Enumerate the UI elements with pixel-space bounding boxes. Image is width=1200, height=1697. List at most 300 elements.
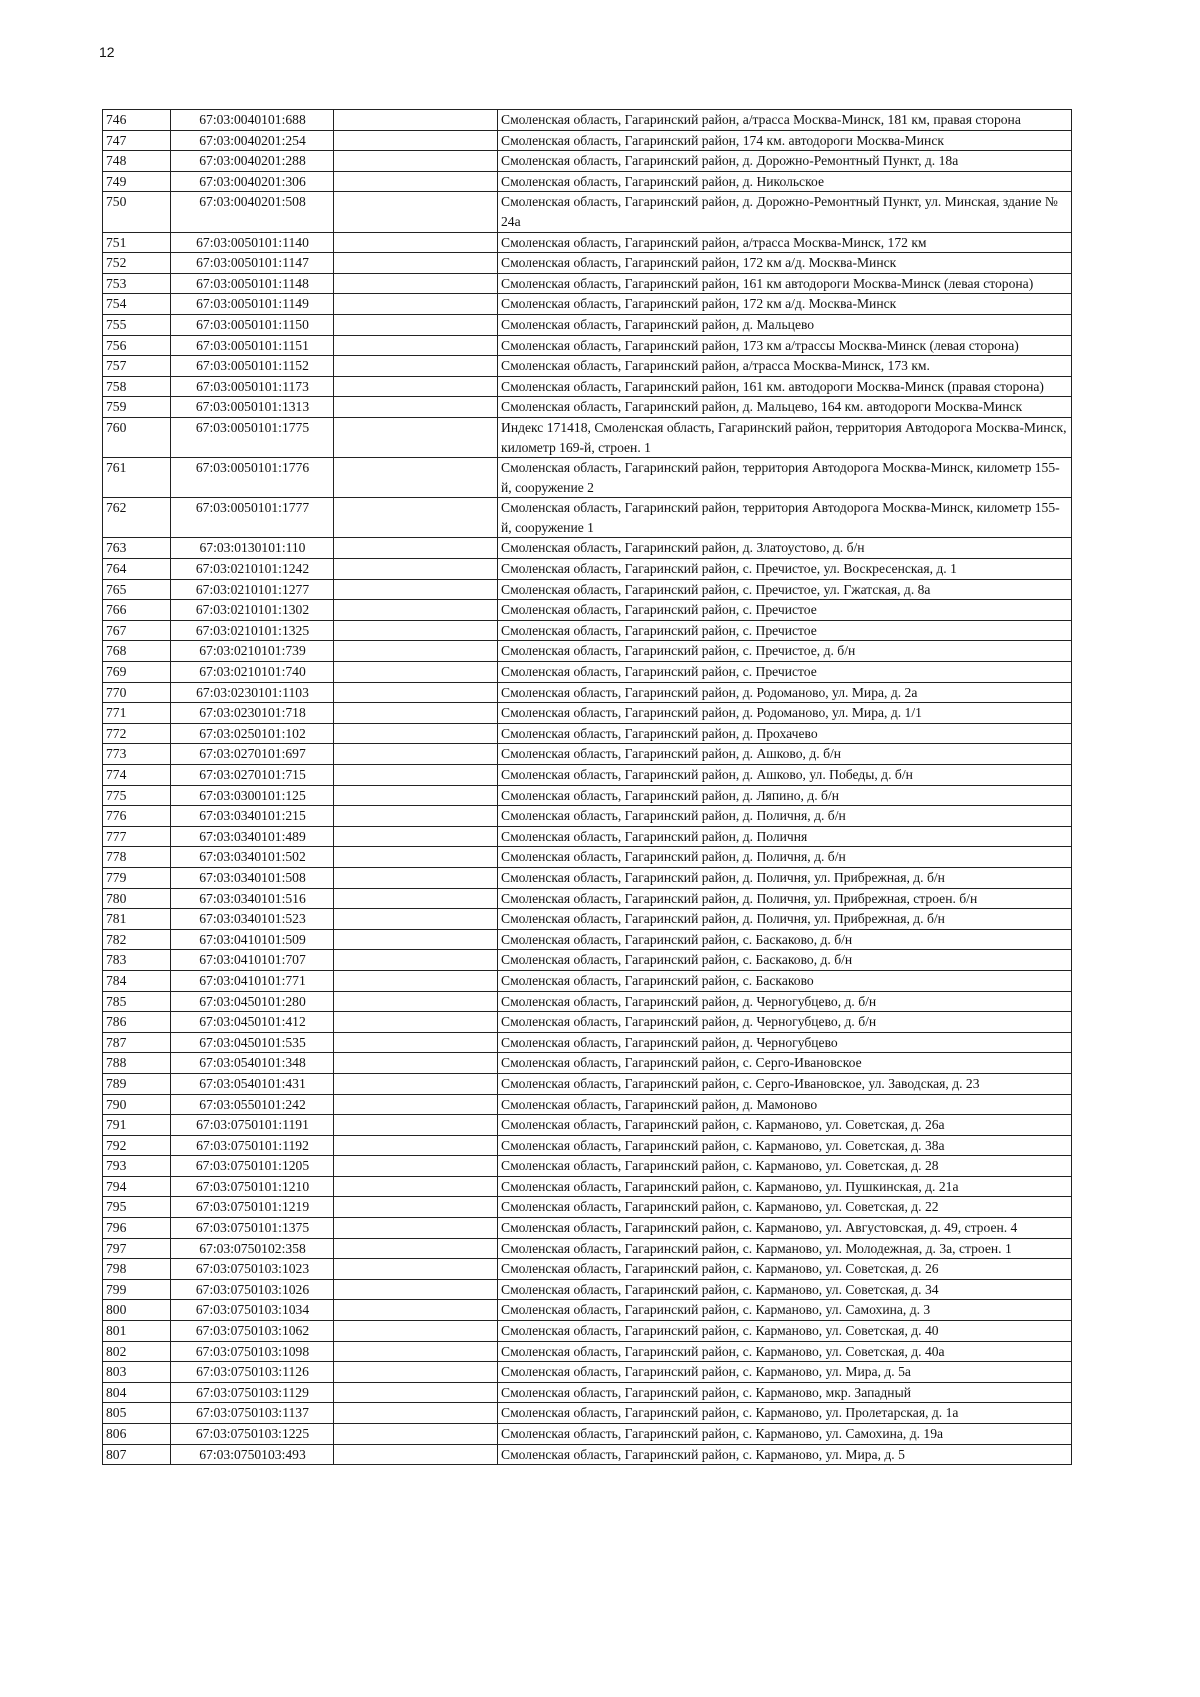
row-number-cell: 749: [103, 171, 171, 192]
empty-cell: [334, 1115, 498, 1136]
cadastral-number-cell: 67:03:0750103:1225: [171, 1424, 334, 1445]
address-cell: Смоленская область, Гагаринский район, с. Баскаково: [498, 970, 1072, 991]
cadastral-number-cell: 67:03:0750103:493: [171, 1444, 334, 1465]
empty-cell: [334, 1382, 498, 1403]
row-number-cell: 747: [103, 130, 171, 151]
table-row: [103, 662, 1072, 683]
row-number-cell: 774: [103, 765, 171, 786]
table-row: [103, 559, 1072, 580]
table-row: [103, 1053, 1072, 1074]
address-cell: Смоленская область, Гагаринский район, д. Поличня, д. б/н: [498, 847, 1072, 868]
address-cell: Смоленская область, Гагаринский район, с. Баскаково, д. б/н: [498, 929, 1072, 950]
cadastral-number-cell: 67:03:0410101:707: [171, 950, 334, 971]
cadastral-number-cell: 67:03:0050101:1775: [171, 417, 334, 457]
empty-cell: [334, 929, 498, 950]
empty-cell: [334, 950, 498, 971]
address-cell: Смоленская область, Гагаринский район, 161 км автодороги Москва-Минск (левая сторона): [498, 273, 1072, 294]
address-cell: Смоленская область, Гагаринский район, д. Поличня, д. б/н: [498, 806, 1072, 827]
cadastral-number-cell: 67:03:0750101:1192: [171, 1135, 334, 1156]
address-cell: Смоленская область, Гагаринский район, а/трасса Москва-Минск, 172 км: [498, 232, 1072, 253]
empty-cell: [334, 826, 498, 847]
address-cell: Смоленская область, Гагаринский район, с. Карманово, ул. Советская, д. 26а: [498, 1115, 1072, 1136]
address-cell: Смоленская область, Гагаринский район, территория Автодорога Москва-Минск, километр 155-й, сооружение 2: [498, 458, 1072, 498]
address-cell: Смоленская область, Гагаринский район, с. Карманово, ул. Мира, д. 5а: [498, 1362, 1072, 1383]
empty-cell: [334, 1176, 498, 1197]
table-row: [103, 458, 1072, 498]
address-cell: Смоленская область, Гагаринский район, д. Ашково, ул. Победы, д. б/н: [498, 765, 1072, 786]
cadastral-number-cell: 67:03:0250101:102: [171, 723, 334, 744]
empty-cell: [334, 1073, 498, 1094]
table-row: [103, 1032, 1072, 1053]
row-number-cell: 754: [103, 294, 171, 315]
address-cell: Смоленская область, Гагаринский район, д. Черногубцево, д. б/н: [498, 991, 1072, 1012]
cadastral-number-cell: 67:03:0050101:1148: [171, 273, 334, 294]
empty-cell: [334, 867, 498, 888]
cadastral-number-cell: 67:03:0750103:1126: [171, 1362, 334, 1383]
table-row: [103, 950, 1072, 971]
row-number-cell: 801: [103, 1321, 171, 1342]
empty-cell: [334, 273, 498, 294]
cadastral-number-cell: 67:03:0750101:1205: [171, 1156, 334, 1177]
address-cell: Смоленская область, Гагаринский район, с. Пречистое, д. б/н: [498, 641, 1072, 662]
address-cell: Смоленская область, Гагаринский район, с. Серго-Ивановское: [498, 1053, 1072, 1074]
address-cell: Смоленская область, Гагаринский район, с. Баскаково, д. б/н: [498, 950, 1072, 971]
row-number-cell: 756: [103, 335, 171, 356]
row-number-cell: 805: [103, 1403, 171, 1424]
cadastral-number-cell: 67:03:0040201:306: [171, 171, 334, 192]
row-number-cell: 776: [103, 806, 171, 827]
row-number-cell: 800: [103, 1300, 171, 1321]
empty-cell: [334, 847, 498, 868]
row-number-cell: 769: [103, 662, 171, 683]
address-cell: Смоленская область, Гагаринский район, 161 км. автодороги Москва-Минск (правая сторона): [498, 376, 1072, 397]
row-number-cell: 773: [103, 744, 171, 765]
row-number-cell: 760: [103, 417, 171, 457]
table-row: [103, 1115, 1072, 1136]
cadastral-number-cell: 67:03:0750101:1191: [171, 1115, 334, 1136]
cadastral-number-cell: 67:03:0050101:1152: [171, 356, 334, 377]
cadastral-number-cell: 67:03:0410101:509: [171, 929, 334, 950]
row-number-cell: 781: [103, 909, 171, 930]
cadastral-number-cell: 67:03:0750103:1129: [171, 1382, 334, 1403]
table-row: [103, 1341, 1072, 1362]
empty-cell: [334, 559, 498, 580]
address-cell: Смоленская область, Гагаринский район, с. Пречистое: [498, 600, 1072, 621]
empty-cell: [334, 1444, 498, 1465]
table-row: [103, 682, 1072, 703]
row-number-cell: 790: [103, 1094, 171, 1115]
address-cell: Смоленская область, Гагаринский район, д. Родоманово, ул. Мира, д. 2а: [498, 682, 1072, 703]
empty-cell: [334, 130, 498, 151]
empty-cell: [334, 1012, 498, 1033]
address-cell: Смоленская область, Гагаринский район, 173 км а/трассы Москва-Минск (левая сторона): [498, 335, 1072, 356]
address-cell: Смоленская область, Гагаринский район, с. Карманово, ул. Пролетарская, д. 1а: [498, 1403, 1072, 1424]
empty-cell: [334, 888, 498, 909]
table-row: [103, 498, 1072, 538]
address-cell: Смоленская область, Гагаринский район, с. Пречистое, ул. Гжатская, д. 8а: [498, 579, 1072, 600]
table-row: [103, 253, 1072, 274]
cadastral-number-cell: 67:03:0040101:688: [171, 110, 334, 131]
cadastral-number-cell: 67:03:0210101:739: [171, 641, 334, 662]
empty-cell: [334, 335, 498, 356]
table-row: [103, 232, 1072, 253]
row-number-cell: 786: [103, 1012, 171, 1033]
empty-cell: [334, 991, 498, 1012]
cadastral-number-cell: 67:03:0210101:740: [171, 662, 334, 683]
address-cell: Смоленская область, Гагаринский район, д. Черногубцево, д. б/н: [498, 1012, 1072, 1033]
address-cell: Смоленская область, Гагаринский район, с. Карманово, ул. Самохина, д. 3: [498, 1300, 1072, 1321]
address-cell: Смоленская область, Гагаринский район, 172 км а/д. Москва-Минск: [498, 253, 1072, 274]
row-number-cell: 762: [103, 498, 171, 538]
empty-cell: [334, 1197, 498, 1218]
empty-cell: [334, 1424, 498, 1445]
empty-cell: [334, 970, 498, 991]
cadastral-number-cell: 67:03:0050101:1140: [171, 232, 334, 253]
row-number-cell: 775: [103, 785, 171, 806]
empty-cell: [334, 785, 498, 806]
table-row: [103, 1321, 1072, 1342]
row-number-cell: 758: [103, 376, 171, 397]
table-row: [103, 970, 1072, 991]
empty-cell: [334, 1032, 498, 1053]
empty-cell: [334, 1094, 498, 1115]
row-number-cell: 787: [103, 1032, 171, 1053]
row-number-cell: 763: [103, 538, 171, 559]
empty-cell: [334, 1218, 498, 1239]
address-cell: Смоленская область, Гагаринский район, с. Карманово, ул. Советская, д. 34: [498, 1279, 1072, 1300]
cadastral-number-cell: 67:03:0210101:1302: [171, 600, 334, 621]
table-row: [103, 847, 1072, 868]
table-row: [103, 356, 1072, 377]
address-cell: Смоленская область, Гагаринский район, с. Пречистое: [498, 620, 1072, 641]
empty-cell: [334, 641, 498, 662]
address-cell: Смоленская область, Гагаринский район, а/трасса Москва-Минск, 181 км, правая сторона: [498, 110, 1072, 131]
cadastral-number-cell: 67:03:0340101:523: [171, 909, 334, 930]
empty-cell: [334, 294, 498, 315]
row-number-cell: 766: [103, 600, 171, 621]
cadastral-number-cell: 67:03:0130101:110: [171, 538, 334, 559]
cadastral-number-cell: 67:03:0050101:1147: [171, 253, 334, 274]
cadastral-number-cell: 67:03:0050101:1149: [171, 294, 334, 315]
cadastral-number-cell: 67:03:0340101:508: [171, 867, 334, 888]
empty-cell: [334, 1362, 498, 1383]
row-number-cell: 794: [103, 1176, 171, 1197]
address-cell: Смоленская область, Гагаринский район, а/трасса Москва-Минск, 173 км.: [498, 356, 1072, 377]
empty-cell: [334, 110, 498, 131]
row-number-cell: 753: [103, 273, 171, 294]
table-row: [103, 1424, 1072, 1445]
table-row: [103, 765, 1072, 786]
address-cell: Смоленская область, Гагаринский район, с. Карманово, мкр. Западный: [498, 1382, 1072, 1403]
address-cell: Смоленская область, Гагаринский район, с. Карманово, ул. Советская, д. 40а: [498, 1341, 1072, 1362]
table-row: [103, 703, 1072, 724]
address-cell: Смоленская область, Гагаринский район, д. Поличня: [498, 826, 1072, 847]
row-number-cell: 792: [103, 1135, 171, 1156]
address-cell: Смоленская область, Гагаринский район, д. Дорожно-Ремонтный Пункт, д. 18а: [498, 151, 1072, 172]
table-row: [103, 1197, 1072, 1218]
cadastral-number-cell: 67:03:0750101:1210: [171, 1176, 334, 1197]
cadastral-number-cell: 67:03:0050101:1150: [171, 314, 334, 335]
cadastral-number-cell: 67:03:0540101:431: [171, 1073, 334, 1094]
empty-cell: [334, 723, 498, 744]
address-cell: Смоленская область, Гагаринский район, д. Мальцево, 164 км. автодороги Москва-Минск: [498, 397, 1072, 418]
address-cell: Смоленская область, Гагаринский район, с. Пречистое, ул. Воскресенская, д. 1: [498, 559, 1072, 580]
table-row: [103, 1300, 1072, 1321]
row-number-cell: 751: [103, 232, 171, 253]
cadastral-number-cell: 67:03:0230101:1103: [171, 682, 334, 703]
address-cell: Смоленская область, Гагаринский район, с. Карманово, ул. Молодежная, д. 3а, строен. 1: [498, 1238, 1072, 1259]
row-number-cell: 806: [103, 1424, 171, 1445]
row-number-cell: 755: [103, 314, 171, 335]
cadastral-number-cell: 67:03:0300101:125: [171, 785, 334, 806]
empty-cell: [334, 1300, 498, 1321]
empty-cell: [334, 1403, 498, 1424]
table-row: [103, 1094, 1072, 1115]
table-row: [103, 579, 1072, 600]
address-cell: Смоленская область, Гагаринский район, д. Родоманово, ул. Мира, д. 1/1: [498, 703, 1072, 724]
cadastral-number-cell: 67:03:0210101:1277: [171, 579, 334, 600]
table-row: [103, 130, 1072, 151]
registry-table: [102, 109, 1072, 1465]
cadastral-number-cell: 67:03:0340101:516: [171, 888, 334, 909]
empty-cell: [334, 1321, 498, 1342]
table-row: [103, 335, 1072, 356]
table-row: [103, 538, 1072, 559]
cadastral-number-cell: 67:03:0450101:535: [171, 1032, 334, 1053]
table-row: [103, 785, 1072, 806]
row-number-cell: 799: [103, 1279, 171, 1300]
address-cell: Смоленская область, Гагаринский район, 174 км. автодороги Москва-Минск: [498, 130, 1072, 151]
row-number-cell: 784: [103, 970, 171, 991]
cadastral-number-cell: 67:03:0340101:502: [171, 847, 334, 868]
empty-cell: [334, 765, 498, 786]
cadastral-number-cell: 67:03:0040201:254: [171, 130, 334, 151]
row-number-cell: 788: [103, 1053, 171, 1074]
table-row: [103, 1012, 1072, 1033]
table-row: [103, 1156, 1072, 1177]
empty-cell: [334, 1135, 498, 1156]
empty-cell: [334, 538, 498, 559]
address-cell: Смоленская область, Гагаринский район, д. Поличня, ул. Прибрежная, д. б/н: [498, 867, 1072, 888]
address-cell: Смоленская область, Гагаринский район, с. Серго-Ивановское, ул. Заводская, д. 23: [498, 1073, 1072, 1094]
empty-cell: [334, 806, 498, 827]
cadastral-number-cell: 67:03:0050101:1151: [171, 335, 334, 356]
table-row: [103, 110, 1072, 131]
address-cell: Смоленская область, Гагаринский район, д. Дорожно-Ремонтный Пункт, ул. Минская, здание № 24а: [498, 192, 1072, 232]
cadastral-number-cell: 67:03:0270101:715: [171, 765, 334, 786]
row-number-cell: 761: [103, 458, 171, 498]
cadastral-number-cell: 67:03:0050101:1313: [171, 397, 334, 418]
table-row: [103, 1238, 1072, 1259]
row-number-cell: 772: [103, 723, 171, 744]
address-cell: Смоленская область, Гагаринский район, с. Карманово, ул. Пушкинская, д. 21а: [498, 1176, 1072, 1197]
table-row: [103, 620, 1072, 641]
table-row: [103, 1279, 1072, 1300]
table-row: [103, 192, 1072, 232]
row-number-cell: 807: [103, 1444, 171, 1465]
cadastral-number-cell: 67:03:0340101:489: [171, 826, 334, 847]
address-cell: Смоленская область, Гагаринский район, с. Карманово, ул. Самохина, д. 19а: [498, 1424, 1072, 1445]
table-row: [103, 1362, 1072, 1383]
address-cell: Смоленская область, Гагаринский район, с. Карманово, ул. Советская, д. 28: [498, 1156, 1072, 1177]
row-number-cell: 770: [103, 682, 171, 703]
empty-cell: [334, 600, 498, 621]
row-number-cell: 802: [103, 1341, 171, 1362]
table-row: [103, 1218, 1072, 1239]
table-row: [103, 1444, 1072, 1465]
row-number-cell: 748: [103, 151, 171, 172]
address-cell: Смоленская область, Гагаринский район, д. Поличня, ул. Прибрежная, д. б/н: [498, 909, 1072, 930]
address-cell: Смоленская область, Гагаринский район, д. Поличня, ул. Прибрежная, строен. б/н: [498, 888, 1072, 909]
cadastral-number-cell: 67:03:0540101:348: [171, 1053, 334, 1074]
cadastral-number-cell: 67:03:0210101:1242: [171, 559, 334, 580]
row-number-cell: 785: [103, 991, 171, 1012]
row-number-cell: 767: [103, 620, 171, 641]
row-number-cell: 796: [103, 1218, 171, 1239]
row-number-cell: 797: [103, 1238, 171, 1259]
row-number-cell: 793: [103, 1156, 171, 1177]
table-row: [103, 1259, 1072, 1280]
table-row: [103, 867, 1072, 888]
table-row: [103, 744, 1072, 765]
address-cell: Смоленская область, Гагаринский район, с. Карманово, ул. Советская, д. 26: [498, 1259, 1072, 1280]
row-number-cell: 777: [103, 826, 171, 847]
cadastral-number-cell: 67:03:0750103:1137: [171, 1403, 334, 1424]
row-number-cell: 798: [103, 1259, 171, 1280]
row-number-cell: 779: [103, 867, 171, 888]
row-number-cell: 750: [103, 192, 171, 232]
address-cell: Смоленская область, Гагаринский район, с. Карманово, ул. Советская, д. 22: [498, 1197, 1072, 1218]
cadastral-number-cell: 67:03:0750101:1375: [171, 1218, 334, 1239]
address-cell: Индекс 171418, Смоленская область, Гагаринский район, территория Автодорога Москва-Минск, километр 169-й, строен. 1: [498, 417, 1072, 457]
empty-cell: [334, 397, 498, 418]
row-number-cell: 765: [103, 579, 171, 600]
cadastral-number-cell: 67:03:0550101:242: [171, 1094, 334, 1115]
table-row: [103, 991, 1072, 1012]
cadastral-number-cell: 67:03:0450101:412: [171, 1012, 334, 1033]
table-row: [103, 397, 1072, 418]
address-cell: Смоленская область, Гагаринский район, д. Ляпино, д. б/н: [498, 785, 1072, 806]
table-row: [103, 1382, 1072, 1403]
address-cell: Смоленская область, Гагаринский район, д. Златоустово, д. б/н: [498, 538, 1072, 559]
cadastral-number-cell: 67:03:0050101:1173: [171, 376, 334, 397]
address-cell: Смоленская область, Гагаринский район, с. Карманово, ул. Советская, д. 38а: [498, 1135, 1072, 1156]
page-number: 12: [99, 44, 115, 60]
cadastral-number-cell: 67:03:0450101:280: [171, 991, 334, 1012]
registry-table-body: [103, 110, 1072, 1465]
table-row: [103, 376, 1072, 397]
cadastral-number-cell: 67:03:0050101:1776: [171, 458, 334, 498]
cadastral-number-cell: 67:03:0750103:1026: [171, 1279, 334, 1300]
row-number-cell: 782: [103, 929, 171, 950]
empty-cell: [334, 1279, 498, 1300]
table-row: [103, 600, 1072, 621]
table-row: [103, 888, 1072, 909]
cadastral-number-cell: 67:03:0050101:1777: [171, 498, 334, 538]
row-number-cell: 778: [103, 847, 171, 868]
address-cell: Смоленская область, Гагаринский район, д. Черногубцево: [498, 1032, 1072, 1053]
cadastral-number-cell: 67:03:0750102:358: [171, 1238, 334, 1259]
empty-cell: [334, 1238, 498, 1259]
empty-cell: [334, 744, 498, 765]
address-cell: Смоленская область, Гагаринский район, д. Ашково, д. б/н: [498, 744, 1072, 765]
table-row: [103, 806, 1072, 827]
row-number-cell: 791: [103, 1115, 171, 1136]
address-cell: Смоленская область, Гагаринский район, д. Мальцево: [498, 314, 1072, 335]
address-cell: Смоленская область, Гагаринский район, территория Автодорога Москва-Минск, километр 155-й, сооружение 1: [498, 498, 1072, 538]
table-row: [103, 1073, 1072, 1094]
row-number-cell: 771: [103, 703, 171, 724]
table-row: [103, 171, 1072, 192]
row-number-cell: 752: [103, 253, 171, 274]
empty-cell: [334, 662, 498, 683]
empty-cell: [334, 579, 498, 600]
cadastral-number-cell: 67:03:0750103:1034: [171, 1300, 334, 1321]
empty-cell: [334, 314, 498, 335]
table-row: [103, 417, 1072, 457]
address-cell: Смоленская область, Гагаринский район, с. Карманово, ул. Мира, д. 5: [498, 1444, 1072, 1465]
cadastral-number-cell: 67:03:0210101:1325: [171, 620, 334, 641]
empty-cell: [334, 1341, 498, 1362]
empty-cell: [334, 703, 498, 724]
empty-cell: [334, 458, 498, 498]
row-number-cell: 780: [103, 888, 171, 909]
empty-cell: [334, 682, 498, 703]
table-row: [103, 294, 1072, 315]
row-number-cell: 757: [103, 356, 171, 377]
address-cell: Смоленская область, Гагаринский район, д. Мамоново: [498, 1094, 1072, 1115]
empty-cell: [334, 1259, 498, 1280]
cadastral-number-cell: 67:03:0040201:288: [171, 151, 334, 172]
cadastral-number-cell: 67:03:0230101:718: [171, 703, 334, 724]
table-row: [103, 909, 1072, 930]
cadastral-number-cell: 67:03:0040201:508: [171, 192, 334, 232]
table-row: [103, 723, 1072, 744]
empty-cell: [334, 417, 498, 457]
row-number-cell: 768: [103, 641, 171, 662]
address-cell: Смоленская область, Гагаринский район, с. Карманово, ул. Советская, д. 40: [498, 1321, 1072, 1342]
table-row: [103, 929, 1072, 950]
row-number-cell: 783: [103, 950, 171, 971]
empty-cell: [334, 253, 498, 274]
empty-cell: [334, 376, 498, 397]
cadastral-number-cell: 67:03:0750103:1098: [171, 1341, 334, 1362]
address-cell: Смоленская область, Гагаринский район, с. Карманово, ул. Августовская, д. 49, строен. 4: [498, 1218, 1072, 1239]
row-number-cell: 764: [103, 559, 171, 580]
row-number-cell: 746: [103, 110, 171, 131]
table-row: [103, 826, 1072, 847]
empty-cell: [334, 1053, 498, 1074]
cadastral-number-cell: 67:03:0410101:771: [171, 970, 334, 991]
empty-cell: [334, 151, 498, 172]
address-cell: Смоленская область, Гагаринский район, 172 км а/д. Москва-Минск: [498, 294, 1072, 315]
row-number-cell: 795: [103, 1197, 171, 1218]
cadastral-number-cell: 67:03:0750103:1023: [171, 1259, 334, 1280]
empty-cell: [334, 620, 498, 641]
empty-cell: [334, 498, 498, 538]
table-row: [103, 1135, 1072, 1156]
cadastral-number-cell: 67:03:0340101:215: [171, 806, 334, 827]
empty-cell: [334, 1156, 498, 1177]
empty-cell: [334, 909, 498, 930]
empty-cell: [334, 171, 498, 192]
table-row: [103, 1176, 1072, 1197]
table-row: [103, 314, 1072, 335]
cadastral-number-cell: 67:03:0750103:1062: [171, 1321, 334, 1342]
row-number-cell: 803: [103, 1362, 171, 1383]
table-row: [103, 641, 1072, 662]
address-cell: Смоленская область, Гагаринский район, д. Никольское: [498, 171, 1072, 192]
